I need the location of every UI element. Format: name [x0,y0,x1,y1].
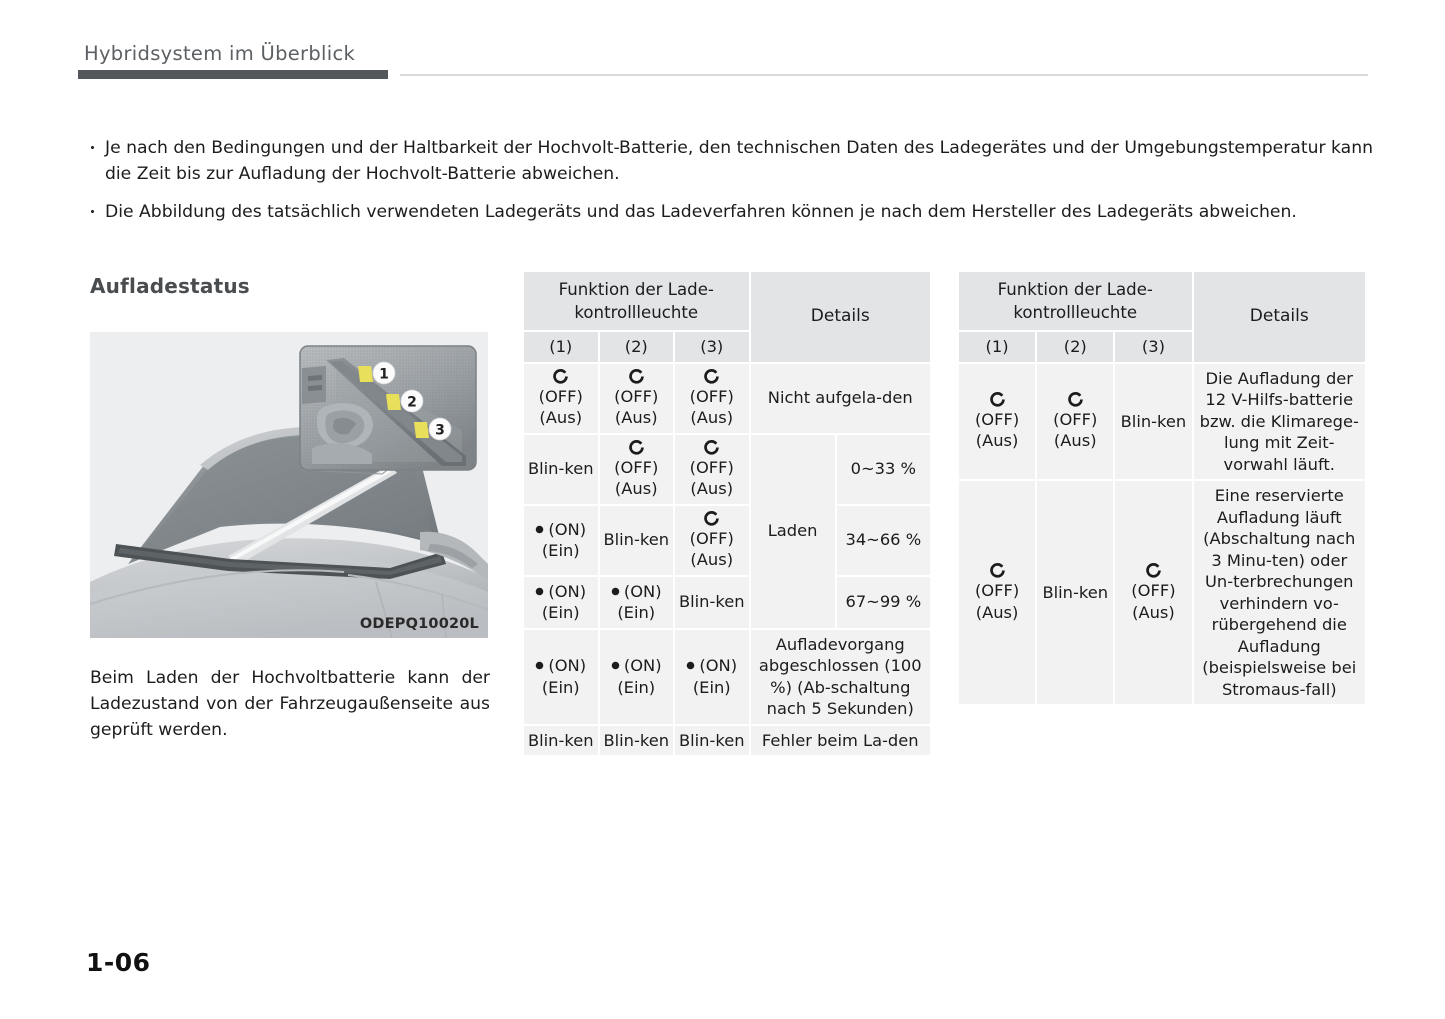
figure-code: ODEPQ10020L [359,616,479,632]
lamp-label-on-de: (Ein) [692,677,731,697]
page-number: 1-06 [86,948,151,977]
notes-list [88,136,1373,226]
lamp-label-off-de: (Aus) [690,479,734,498]
page-title: Hybridsystem im Überblick [84,42,356,65]
lamp-label-on-de: (Ein) [541,603,580,622]
header-rule-dark [78,70,388,79]
details-cell: Eine reservierte Aufladung läuft (Abschaltung nach 3 Minu-ten) oder Un-terbrechungen verhindern vo-rübergehend die Aufladung (beispielsweise bei Stromaus-fall) [1193,480,1366,705]
table-row [523,505,931,576]
dashboard-inset [300,346,476,470]
details-cell: Fehler beim La-den [750,725,932,757]
lamp-label-off: (OFF) [689,386,734,406]
lamp-label-off-de: (Aus) [975,602,1019,622]
header-lamp-3: (3) [674,331,750,363]
section-heading: Aufladestatus [90,274,250,298]
lamp-state-cell: Blin-ken [1036,480,1114,705]
table-row [523,363,931,434]
lamp-off-icon [527,368,595,385]
lamp-label-off-de: (Aus) [614,408,658,427]
lamp-label-off-de: (Aus) [690,408,734,427]
header-lamp-1: (1) [958,331,1036,363]
lamp-off-icon [1118,562,1188,579]
header-details: Details [750,271,932,363]
lamp-on-icon [611,587,620,596]
details-cell: Die Aufladung der 12 V-Hilfs-batterie bzw. die Klimarege-lung mit Zeit-vorwahl läuft. [1193,363,1366,481]
lamp-on-icon [686,661,695,670]
lamp-off-icon [1040,391,1110,408]
lamp-on-icon [611,661,620,670]
lamp-state-cell: Blin-ken [674,725,750,757]
lamp-label-off-de: (Aus) [614,479,658,498]
lamp-label-on-de: (Ein) [617,603,656,622]
lamp-state-cell [674,629,750,725]
lamp-state-cell: Blin-ken [674,576,750,629]
lamp-state-cell [958,363,1036,481]
lamp-label-off: (OFF) [614,457,659,477]
header-rule-light [400,74,1368,76]
lamp-off-icon [962,562,1032,579]
lamp-on-icon [535,587,544,596]
header-lamp-2: (2) [599,331,675,363]
header-details: Details [1193,271,1366,363]
lamp-state-cell: Blin-ken [523,725,599,757]
details-cell: Aufladevorgang abgeschlossen (100 %) (Ab-schaltung nach 5 Sekunden) [750,629,932,725]
header-lamp-1: (1) [523,331,599,363]
lamp-label-on: (ON) [548,581,587,601]
lamp-state-cell: Blin-ken [523,434,599,505]
lamp-label-off: (OFF) [974,409,1020,429]
list-item-text: Je nach den Bedingungen und der Haltbarkeit der Hochvolt-Batterie, den technischen Daten des Ladegerätes und der Umgebungstemperatur kann die Zeit bis zur Aufladung der Hochvolt-Batterie abweichen. [105,138,1373,184]
page-header [78,42,1368,82]
lamp-state-cell [674,363,750,434]
lamp-state-cell [674,434,750,505]
lamp-label-on: (ON) [699,656,738,675]
percent-cell: 34~66 % [836,505,931,576]
header-lamp-2: (2) [1036,331,1114,363]
svg-text:2: 2 [407,394,417,411]
lamp-label-on-de: (Ein) [541,677,580,697]
lamp-state-cell: Blin-ken [599,505,675,576]
lamp-label-off-de: (Aus) [690,550,734,569]
lamp-label-off-de: (Aus) [1053,431,1097,451]
lamp-label-off-de: (Aus) [1132,602,1175,622]
table-row [523,725,931,757]
header-lamp-group: Funktion der Lade-kontrollleuchte [523,271,750,331]
list-item [88,136,1373,187]
vehicle-illustration-svg [90,332,488,638]
percent-cell: 67~99 % [836,576,931,629]
table-row [523,629,931,725]
lamp-state-cell [1036,363,1114,481]
list-item-text: Die Abbildung des tatsächlich verwendeten Ladegeräts und das Ladeverfahren können je nach dem Hersteller des Ladegeräts abweichen. [105,202,1297,222]
table-head [958,271,1366,363]
lamp-state-cell [599,629,675,725]
lamp-label-off-de: (Aus) [975,431,1019,451]
svg-text:1: 1 [379,366,389,383]
lamp-label-on: (ON) [548,519,587,539]
header-lamp-group: Funktion der Lade-kontrollleuchte [958,271,1193,331]
lamp-label-off-de: (Aus) [539,408,583,427]
table-head [523,271,931,363]
lamp-state-cell [674,505,750,576]
lamp-state-cell [958,480,1036,705]
lamp-label-off: (OFF) [614,386,659,406]
table-row [958,363,1366,481]
lamp-state-cell [599,434,675,505]
lamp-state-cell [523,363,599,434]
table-row [958,480,1366,705]
lamp-label-off: (OFF) [689,528,734,548]
lamp-state-cell [523,629,599,725]
list-item [88,200,1373,226]
lamp-off-icon [603,439,671,456]
table-row [523,434,931,505]
vehicle-illustration [90,332,488,638]
lamp-label-on: (ON) [623,656,662,675]
header-lamp-3: (3) [1114,331,1192,363]
svg-text:3: 3 [435,422,445,439]
lamp-label-on-de: (Ein) [617,677,656,697]
lamp-off-icon [678,368,746,385]
table-header-row [958,271,1366,331]
lamp-state-cell: Blin-ken [1114,363,1192,481]
lamp-label-off: (OFF) [689,457,734,477]
percent-cell: 0~33 % [836,434,931,505]
lamp-state-cell [599,363,675,434]
lamp-on-icon [535,525,544,534]
lamp-label-on: (ON) [623,581,662,601]
lamp-off-icon [678,439,746,456]
lamp-label-on: (ON) [548,656,587,675]
bullet-dot-icon [91,210,94,213]
lamp-state-cell [599,576,675,629]
lamp-off-icon [603,368,671,385]
lamp-on-icon [535,661,544,670]
lamp-label-off: (OFF) [1131,581,1176,600]
charging-status-table-left [522,270,932,757]
table-row [523,576,931,629]
lamp-state-cell: Blin-ken [599,725,675,757]
lamp-state-cell [1114,480,1192,705]
figure-caption [90,665,490,743]
details-cell-merged: Laden [750,434,836,629]
details-cell: Nicht aufgela-den [750,363,932,434]
lamp-state-cell [523,576,599,629]
figure-caption-text: Beim Laden der Hochvoltbatterie kann der Ladezustand von der Fahrzeugaußenseite aus geprüft werden. [90,668,490,740]
table-header-row [523,271,931,331]
lamp-off-icon [962,391,1032,408]
table-body [523,363,931,757]
table-body [958,363,1366,706]
charging-status-table-right [957,270,1367,706]
lamp-label-on-de: (Ein) [541,541,580,560]
lamp-label-off: (OFF) [538,386,583,406]
lamp-state-cell [523,505,599,576]
lamp-off-icon [678,510,746,527]
lamp-label-off: (OFF) [974,581,1020,600]
bullet-dot-icon [91,146,94,149]
lamp-label-off: (OFF) [1053,409,1098,429]
